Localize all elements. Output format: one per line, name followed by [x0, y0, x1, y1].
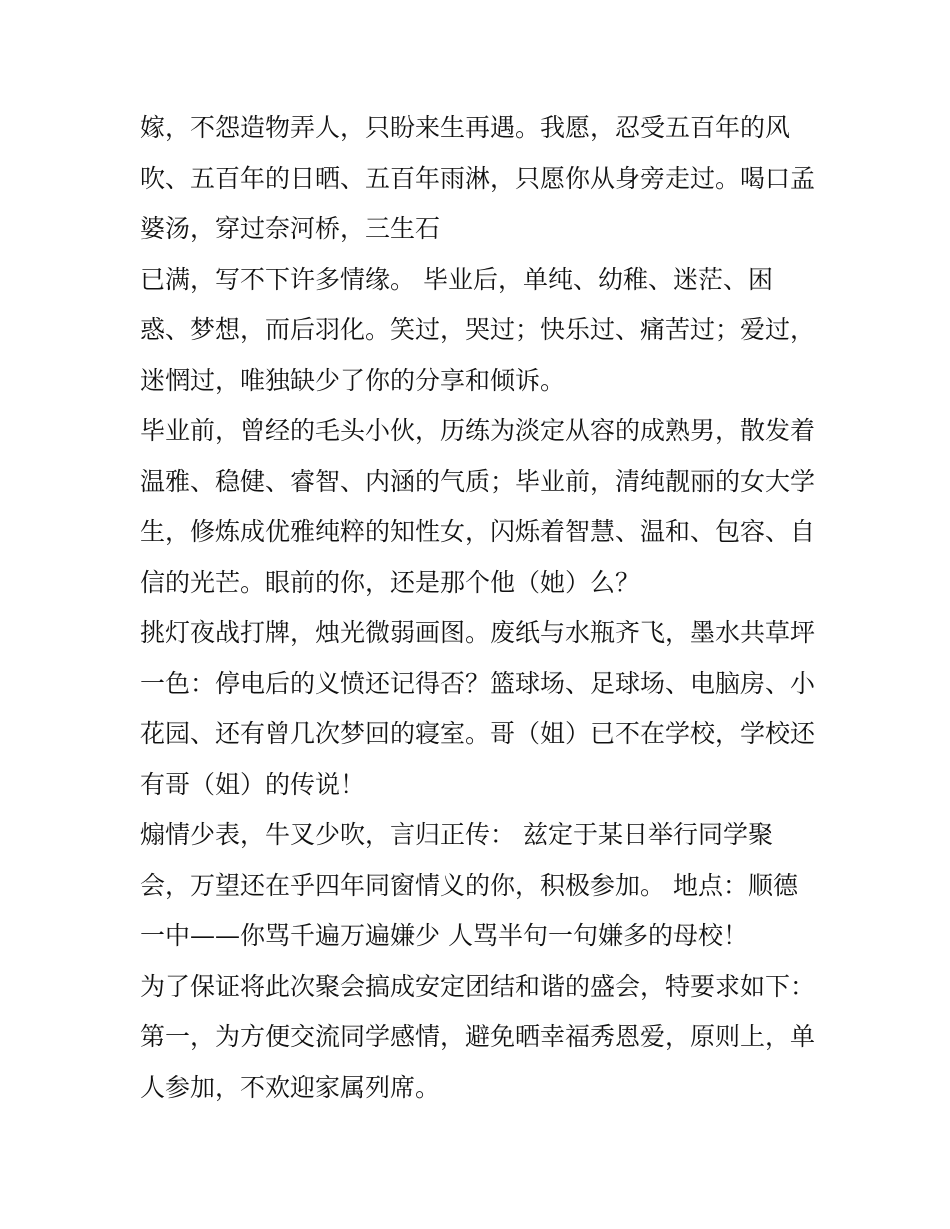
- text-line: 煽情少表，牛叉少吹，言归正传： 兹定于某日举行同学聚: [140, 820, 773, 849]
- text-line: 嫁，不怨造物弄人，只盼来生再遇。我愿，忍受五百年的风: [140, 113, 791, 142]
- text-line: 为了保证将此次聚会搞成安定团结和谐的盛会，特要求如下：: [140, 971, 816, 1001]
- text-line: 婆汤，穿过奈河桥，三生石: [140, 214, 441, 243]
- text-line: 花园、还有曾几次梦回的寝室。哥（姐）已不在学校，学校还: [140, 719, 816, 748]
- text-line: 第一，为方便交流同学感情，避免晒幸福秀恩爱，原则上，单: [140, 1022, 816, 1051]
- text-line: 人参加，不欢迎家属列席。: [140, 1072, 441, 1102]
- body-text: [140, 103, 820, 1113]
- text-line: 迷惘过，唯独缺少了你的分享和倾诉。: [140, 365, 566, 395]
- text-line: 挑灯夜战打牌，烛光微弱画图。废纸与水瓶齐飞，墨水共草坪: [140, 618, 816, 647]
- text-line: 信的光芒。眼前的你，还是那个他（她）么？: [140, 567, 641, 597]
- text-line: 会，万望还在乎四年同窗情义的你，积极参加。 地点：顺德: [140, 870, 798, 900]
- text-line: 一中——你骂千遍万遍嫌少 人骂半句一句嫌多的母校！: [140, 921, 748, 950]
- text-line: 一色：停电后的义愤还记得否？篮球场、足球场、电脑房、小: [140, 668, 816, 698]
- text-line: 有哥（姐）的传说！: [140, 769, 366, 799]
- text-line: 惑、梦想，而后羽化。笑过，哭过；快乐过、痛苦过；爱过，: [140, 315, 816, 344]
- text-line: 已满，写不下许多情缘。 毕业后，单纯、幼稚、迷茫、困: [140, 264, 773, 294]
- text-line: 毕业前，曾经的毛头小伙，历练为淡定从容的成熟男，散发着: [140, 416, 816, 445]
- text-line: 温雅、稳健、睿智、内涵的气质；毕业前，清纯靓丽的女大学: [140, 466, 816, 496]
- text-line: 吹、五百年的日晒、五百年雨淋，只愿你从身旁走过。喝口孟: [140, 163, 816, 193]
- text-line: 生，修炼成优雅纯粹的知性女，闪烁着智慧、温和、包容、自: [140, 517, 816, 546]
